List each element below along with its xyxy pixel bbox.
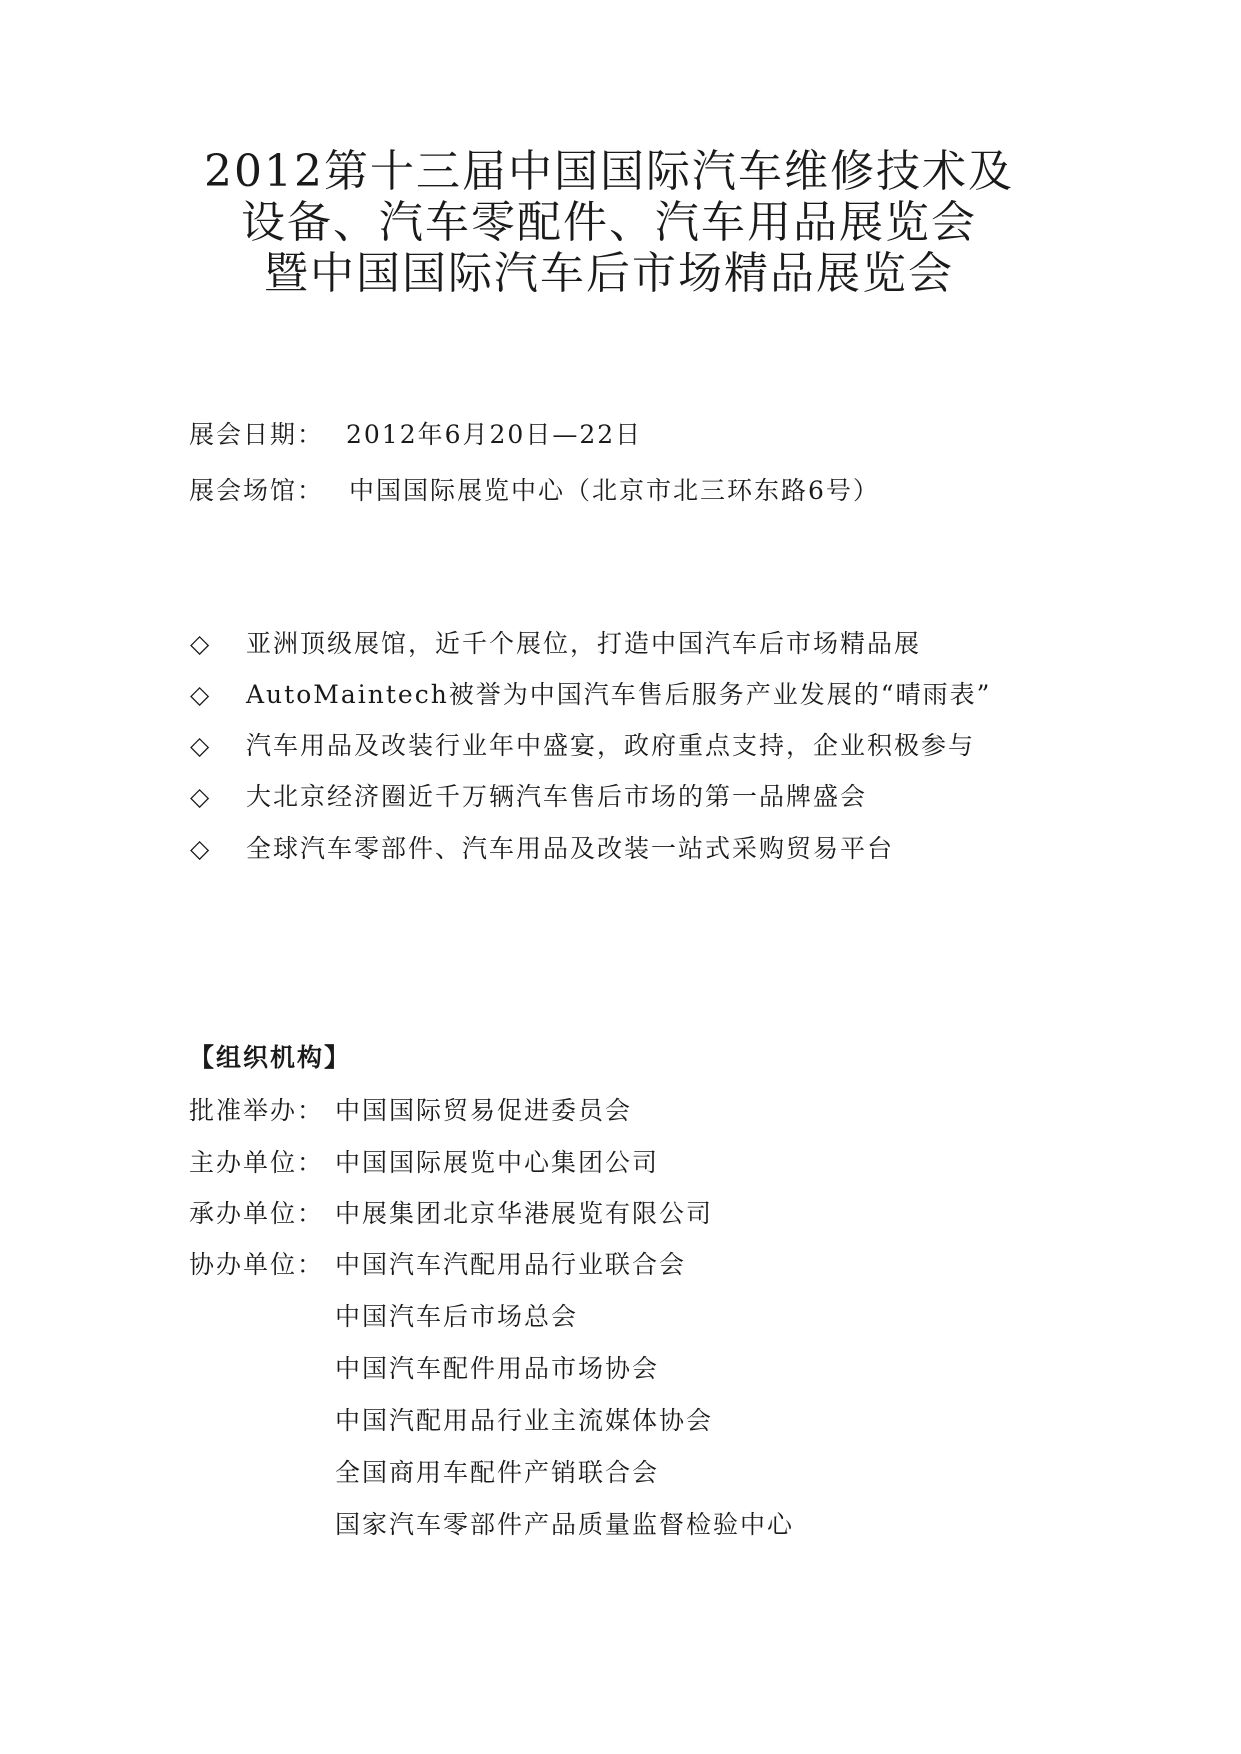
co-organizer-item: 全国商用车配件产销联合会 <box>335 1458 660 1487</box>
highlight-item: 亚洲顶级展馆，近千个展位，打造中国汽车后市场精品展 <box>246 629 922 658</box>
organization-heading: 【组织机构】 <box>189 1043 352 1072</box>
highlight-item: 大北京经济圈近千万辆汽车售后市场的第一品牌盛会 <box>246 782 868 811</box>
organizer-label: 承办单位： <box>189 1199 325 1228</box>
approved-label: 批准举办： <box>189 1096 325 1125</box>
host-label: 主办单位： <box>189 1148 325 1177</box>
venue-label: 展会场馆： <box>189 476 325 505</box>
title-line: 暨中国国际汽车后市场精品展览会 <box>264 248 954 299</box>
date-label: 展会日期： <box>189 420 325 449</box>
diamond-bullet-icon: ◇ <box>190 680 212 709</box>
date-value: 2012年6月20日—22日 <box>346 420 643 449</box>
diamond-bullet-icon: ◇ <box>190 731 212 760</box>
diamond-bullet-icon: ◇ <box>190 782 212 811</box>
co-organizer-item: 中国汽车汽配用品行业联合会 <box>335 1250 687 1279</box>
highlight-item: 全球汽车零部件、汽车用品及改装一站式采购贸易平台 <box>246 834 895 863</box>
host-value: 中国国际展览中心集团公司 <box>335 1148 660 1177</box>
title-line: 2012第十三届中国国际汽车维修技术及 <box>204 146 1014 197</box>
co-organizer-item: 中国汽车配件用品市场协会 <box>335 1354 660 1383</box>
document-title <box>150 146 1068 299</box>
diamond-bullet-icon: ◇ <box>190 834 212 863</box>
highlight-item: AutoMaintech被誉为中国汽车售后服务产业发展的“晴雨表” <box>246 680 992 709</box>
co-organizer-label: 协办单位： <box>189 1250 325 1279</box>
approved-value: 中国国际贸易促进委员会 <box>335 1096 633 1125</box>
title-line: 设备、汽车零配件、汽车用品展览会 <box>241 197 977 248</box>
highlight-item: 汽车用品及改装行业年中盛宴，政府重点支持，企业积极参与 <box>246 731 976 760</box>
co-organizer-item: 国家汽车零部件产品质量监督检验中心 <box>335 1510 795 1539</box>
co-organizer-item: 中国汽配用品行业主流媒体协会 <box>335 1406 714 1435</box>
organizer-value: 中展集团北京华港展览有限公司 <box>335 1199 714 1228</box>
co-organizer-item: 中国汽车后市场总会 <box>335 1302 579 1331</box>
venue-value: 中国国际展览中心（北京市北三环东路6号） <box>349 476 880 505</box>
diamond-bullet-icon: ◇ <box>190 629 212 658</box>
